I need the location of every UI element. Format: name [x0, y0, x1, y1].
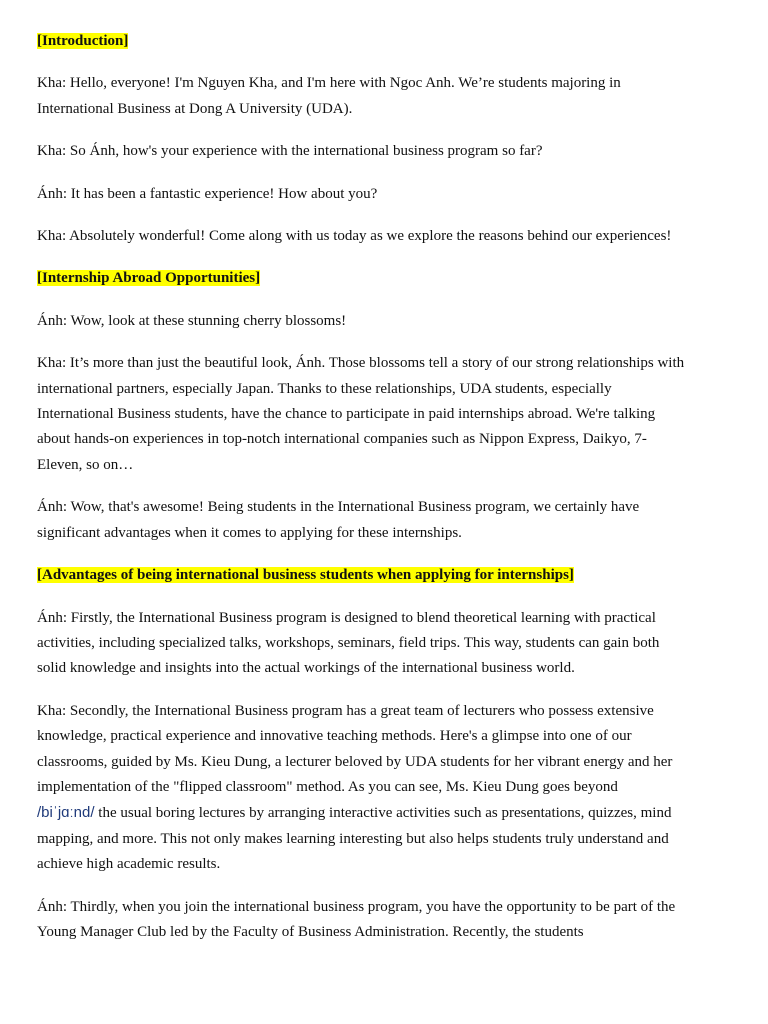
- heading-text: [Advantages of being international business students when applying for internships]: [37, 567, 574, 584]
- section-heading-internship: [37, 266, 687, 291]
- dialogue-line: Ánh: It has been a fantastic experience! How about you?: [37, 185, 378, 202]
- dialogue-text: the usual boring lectures by arranging interactive activities such as presentations, quizzes, mind mapping, and more. This not only makes learning interesting but also helps students truly understand and achieve high academic results.: [37, 805, 672, 873]
- dialogue-line: Kha: It’s more than just the beautiful look, Ánh. Those blossoms tell a story of our strong relationships with international partners, especially Japan. Thanks to these relationships, UDA students, especially International Business students, have the chance to participate in paid internships abroad. We're talking about hands-on experiences in top-notch international companies such as Nippon Express, Daikyo, 7-Eleven, so on…: [37, 355, 685, 473]
- section-heading-introduction: [37, 29, 687, 54]
- dialogue-line: Ánh: Wow, that's awesome! Being students in the International Business program, we certainly have significant advantages when it comes to applying for these internships.: [37, 499, 640, 541]
- dialogue-line-with-phonetic: [37, 699, 687, 878]
- heading-text: [Internship Abroad Opportunities]: [37, 270, 261, 287]
- dialogue-line: Ánh: Thirdly, when you join the international business program, you have the opportunity to be part of the Young Manager Club led by the Faculty of Business Administration. Recently, the students: [37, 898, 676, 940]
- dialogue-text: Kha: Secondly, the International Business program has a great team of lecturers who possess extensive knowledge, practical experience and innovative teaching methods. Here's a glimpse into one of our classrooms, guided by Ms. Kieu Dung, a lecturer beloved by UDA students for her vibrant energy and her implementation of the "flipped classroom" method. As you can see, Ms. Kieu Dung goes beyond: [37, 702, 673, 795]
- dialogue-line: Ánh: Firstly, the International Business program is designed to blend theoretical learning with practical activities, including specialized talks, workshops, seminars, field trips. This way, students can gain both solid knowledge and insights into the actual workings of the international business world.: [37, 609, 660, 677]
- document-page: [37, 29, 687, 962]
- dialogue-line: Kha: Absolutely wonderful! Come along with us today as we explore the reasons behind our experiences!: [37, 228, 672, 245]
- dialogue-line: Kha: Hello, everyone! I'm Nguyen Kha, and I'm here with Ngoc Anh. We’re students majoring in International Business at Dong A University (UDA).: [37, 75, 621, 117]
- phonetic-transcription: /biˈjɑːnd/: [37, 804, 95, 822]
- section-heading-advantages: [37, 563, 687, 588]
- dialogue-line: Ánh: Wow, look at these stunning cherry blossoms!: [37, 312, 347, 329]
- dialogue-line: Kha: So Ánh, how's your experience with the international business program so far?: [37, 143, 543, 160]
- heading-text: [Introduction]: [37, 33, 129, 49]
